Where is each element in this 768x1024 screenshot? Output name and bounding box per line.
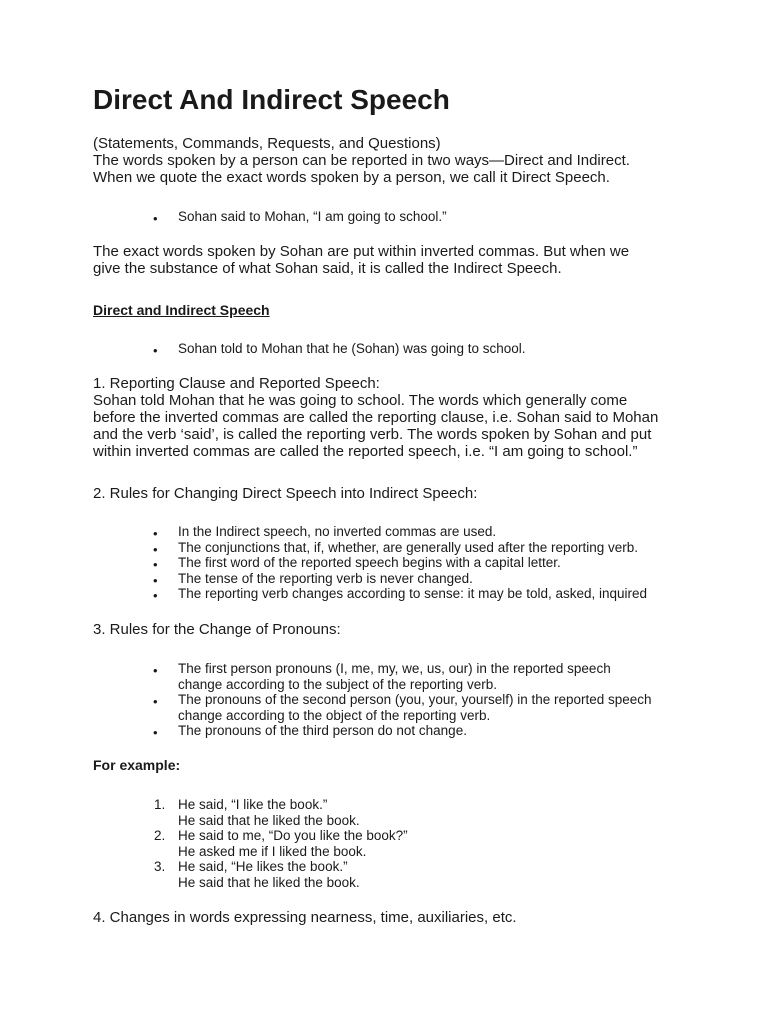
bullet-icon: • (153, 725, 158, 741)
intro-line: (Statements, Commands, Requests, and Questions) (93, 135, 441, 152)
section-1 (93, 375, 658, 460)
page-title: Direct And Indirect Speech (93, 84, 450, 115)
examples-list (93, 797, 408, 891)
paragraph-line: give the substance of what Sohan said, it is called the Indirect Speech. (93, 260, 562, 277)
section-subheading: Direct and Indirect Speech (93, 302, 270, 318)
list-number: 2. (154, 828, 166, 844)
example-direct: He said, “I like the book.” (178, 797, 328, 812)
bullet-icon: • (153, 663, 158, 678)
list-item (93, 540, 647, 556)
paragraph-line: within inverted commas are called the reported speech, i.e. “I am going to school.” (93, 443, 638, 460)
list-item-text: The tense of the reporting verb is never changed. (178, 570, 473, 586)
list-item (93, 661, 652, 692)
paragraph-line: before the inverted commas are called the reporting clause, i.e. Sohan said to Mohan (93, 409, 659, 426)
example-direct: He said to me, “Do you like the book?” (178, 828, 408, 844)
section-2-rules-list (93, 524, 647, 602)
bullet-icon: • (153, 541, 158, 557)
list-item (93, 209, 447, 225)
list-item (93, 571, 647, 587)
direct-example-list (93, 209, 447, 225)
section-3-heading: 3. Rules for the Change of Pronouns: (93, 621, 341, 638)
example-heading: For example: (93, 757, 181, 773)
list-item (93, 341, 525, 357)
list-item-text: The conjunctions that, if, whether, are generally used after the reporting verb. (178, 539, 639, 555)
bullet-icon: • (153, 694, 158, 710)
intro-line: When we quote the exact words spoken by a person, we call it Direct Speech. (93, 169, 610, 186)
indirect-example-list (93, 341, 525, 357)
list-item (93, 828, 408, 859)
section-1-heading: 1. Reporting Clause and Reported Speech: (93, 375, 380, 392)
bullet-icon: • (153, 572, 158, 588)
list-item-text: The pronouns of the second person (you, your, yourself) in the reported speech (178, 692, 652, 708)
list-number: 1. (154, 797, 166, 812)
list-item-text: Sohan said to Mohan, “I am going to school.” (178, 209, 447, 224)
list-item (93, 524, 647, 540)
bullet-icon: • (153, 588, 158, 604)
example-indirect: He said that he liked the book. (178, 812, 360, 828)
list-item (93, 859, 408, 890)
example-indirect: He asked me if I liked the book. (178, 843, 367, 859)
bullet-icon: • (153, 343, 158, 358)
list-item (93, 723, 652, 739)
list-item (93, 586, 647, 602)
list-item-text: In the Indirect speech, no inverted commas are used. (178, 524, 497, 539)
list-item-text: change according to the object of the reporting verb. (178, 707, 491, 723)
list-item-text: The pronouns of the third person do not change. (178, 723, 467, 739)
list-item (93, 692, 652, 723)
paragraph-line: The exact words spoken by Sohan are put within inverted commas. But when we (93, 243, 630, 260)
example-direct: He said, “He likes the book.” (178, 859, 348, 875)
paragraph-line: Sohan told Mohan that he was going to school. The words which generally come (93, 392, 628, 409)
section-4-heading: 4. Changes in words expressing nearness, time, auxiliaries, etc. (93, 909, 517, 926)
list-number: 3. (154, 859, 166, 875)
list-item-text: Sohan told to Mohan that he (Sohan) was going to school. (178, 341, 526, 356)
bullet-icon: • (153, 557, 158, 573)
paragraph-line: and the verb ‘said’, is called the reporting verb. The words spoken by Sohan and put (93, 426, 652, 443)
list-item-text: change according to the subject of the reporting verb. (178, 676, 497, 692)
list-item (93, 555, 647, 571)
list-item-text: The first word of the reported speech begins with a capital letter. (178, 555, 561, 571)
bullet-icon: • (153, 526, 158, 541)
section-3-pronoun-list (93, 661, 652, 739)
intro-paragraph (93, 135, 630, 186)
section-2-heading: 2. Rules for Changing Direct Speech into Indirect Speech: (93, 485, 478, 502)
list-item-text: The first person pronouns (I, me, my, we, us, our) in the reported speech (178, 661, 611, 676)
list-item (93, 797, 408, 828)
example-indirect: He said that he liked the book. (178, 874, 360, 890)
exact-words-paragraph (93, 243, 629, 277)
list-item-text: The reporting verb changes according to sense: it may be told, asked, inquired (178, 586, 648, 602)
bullet-icon: • (153, 211, 158, 226)
intro-line: The words spoken by a person can be reported in two ways—Direct and Indirect. (93, 152, 630, 169)
